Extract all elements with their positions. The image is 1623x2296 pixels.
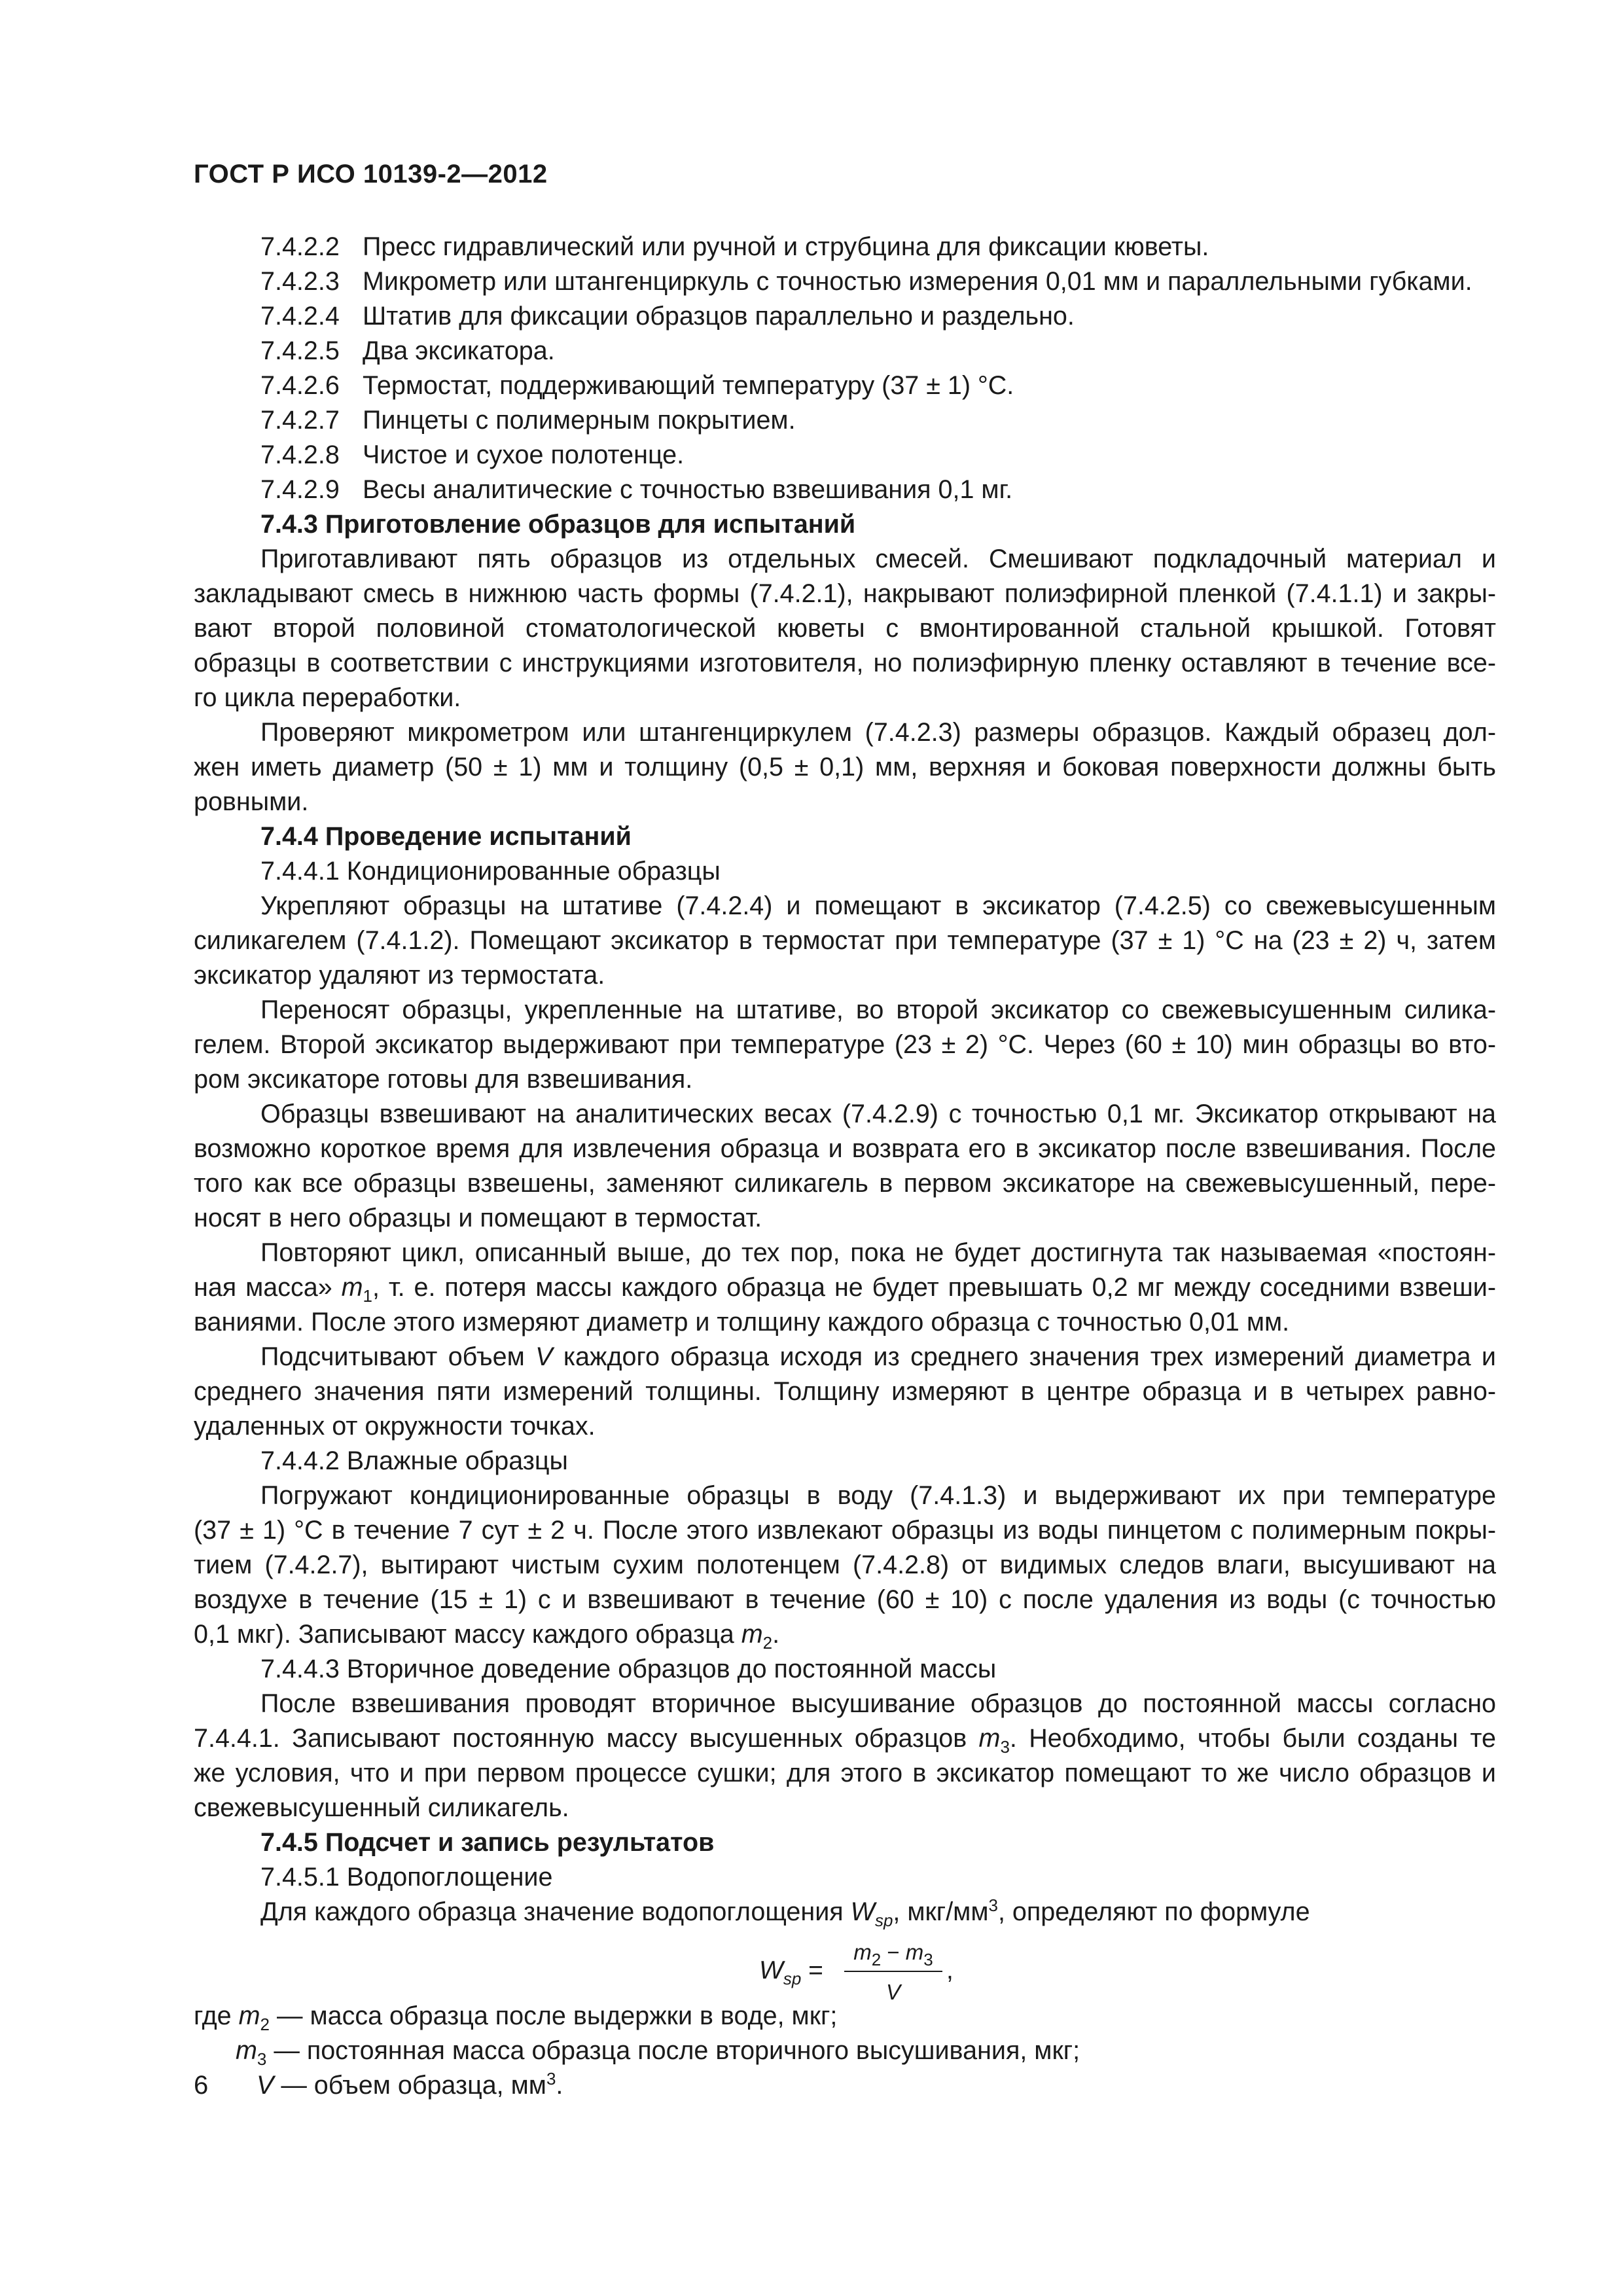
paragraph-line: Переносят образцы, укрепленные на штативе, во второй эксикатор со свежевысушенным силика- [260,996,1496,1024]
paragraph-line: Образцы взвешивают на аналитических весах (7.4.2.9) с точностью 0,1 мг. Эксикатор открывают на [260,1100,1496,1128]
formula-water-absorption: $W_{sp}$ = $\frac{m_2 - m_3}{V}$ , [194,1929,1496,1999]
paragraph-line: возможно короткое время для извлечения образца и возврата его в эксикатор после взвешивания. После [194,1134,1496,1163]
paragraph-line: Проверяют микрометром или штангенциркулем (7.4.2.3) размеры образцов. Каждый образец дол- [260,718,1496,747]
paragraph-line: того как все образцы взвешены, заменяют силикагель в первом эксикаторе на свежевысушенный, пере- [194,1169,1496,1198]
paragraph-line: Подсчитывают объем V каждого образца исходя из среднего значения трех измерений диаметра и [260,1342,1496,1371]
list-item: 7.4.2.9 Весы аналитические с точностью взвешивания 0,1 мг. [260,475,1013,504]
list-item: 7.4.2.2 Пресс гидравлический или ручной и струбцина для фиксации кюветы. [260,232,1209,261]
subsection-heading: 7.4.5.1 Водопоглощение [260,1863,553,1892]
paragraph-line: вают второй половиной стоматологической кюветы с вмонтированной стальной крышкой. Готовят [194,614,1496,643]
paragraph-line: воздухе в течение (15 ± 1) с и взвешивают в течение (60 ± 10) с после удаления из воды (с точностью [194,1585,1496,1614]
list-item: 7.4.2.7 Пинцеты с полимерным покрытием. [260,406,796,435]
subsection-heading: 7.4.4.3 Вторичное доведение образцов до постоянной массы [260,1655,997,1683]
paragraph-line: тием (7.4.2.7), вытирают чистым сухим полотенцем (7.4.2.8) от видимых следов влаги, высушивают на [194,1551,1496,1579]
paragraph-line: После взвешивания проводят вторичное высушивание образцов до постоянной массы согласно [260,1689,1496,1718]
symbol-V: V [535,1342,553,1371]
paragraph-line: ваниями. После этого измеряют диаметр и толщину каждого образца с точностью 0,01 мм. [194,1308,1290,1336]
paragraph-line: 7.4.4.1. Записывают постоянную массу высушенных образцов $m_3$. Необходимо, чтобы были созданы те [194,1724,1496,1756]
paragraph-line: ровными. [194,787,309,816]
paragraph-line: силикагелем (7.4.1.2). Помещают эксикатор в термостат при температуре (37 ± 1) °С на (23 ± 2) ч, затем [194,926,1496,955]
list-item: 7.4.2.3 Микрометр или штангенциркуль с точностью измерения 0,01 мм и параллельными губками. [260,267,1472,296]
symbol-m2: m [741,1620,763,1649]
paragraph-line: 0,1 мкг). Записывают массу каждого образца $m_2$. [194,1620,780,1652]
paragraph-line: го цикла переработки. [194,683,461,712]
list-item: 7.4.2.8 Чистое и сухое полотенце. [260,440,685,469]
formula-denominator: V [885,1980,901,2004]
paragraph-line: среднего значения пяти измерений толщины. Толщину измеряют в центре образца и в четырех равно- [194,1377,1496,1406]
formula-numerator: $m_2 - m_3$ [844,1935,942,1972]
where-line: где $m_2$ — масса образца после выдержки в воде, мкг; [194,2001,838,2034]
paragraph-line: же условия, что и при первом процессе сушки; для этого в эксикатор помещают то же число образцов и [194,1759,1496,1787]
paragraph-line: Для каждого образца значение водопоглощения $W_{sp}$, мкг/$мм^3$, определяют по формуле [260,1895,1310,1929]
paragraph-line: закладывают смесь в нижнюю часть формы (7.4.2.1), накрывают полиэфирной пленкой (7.4.1.1) и закры- [194,579,1496,608]
symbol-m1: m [341,1273,363,1302]
paragraph-line: Приготавливают пять образцов из отдельных смесей. Смешивают подкладочный материал и [260,545,1496,573]
subsection-heading: 7.4.4.1 Кондиционированные образцы [260,857,721,886]
paragraph-line: жен иметь диаметр (50 ± 1) мм и толщину (0,5 ± 0,1) мм, верхняя и боковая поверхности должны быть [194,753,1496,781]
section-heading-7-4-3: 7.4.3 Приготовление образцов для испытаний [260,510,856,539]
where-line: V — объем образца, $мм^3$. [257,2069,563,2100]
list-item: 7.4.2.4 Штатив для фиксации образцов параллельно и раздельно. [260,302,1075,331]
where-line: $m_3$ — постоянная масса образца после вторичного высушивания, мкг; [236,2036,1080,2068]
page-number: 6 [194,2071,209,2100]
section-heading-7-4-5: 7.4.5 Подсчет и запись результатов [260,1828,715,1857]
paragraph-line: эксикатор удаляют из термостата. [194,961,605,990]
paragraph-line: ная масса» $m_1$, т. е. потеря массы каждого образца не будет превышать 0,2 мг между соседними взвеши- [194,1273,1496,1305]
subsection-heading: 7.4.4.2 Влажные образцы [260,1446,568,1475]
paragraph-line: носят в него образцы и помещают в термостат. [194,1204,762,1232]
paragraph-line: свежевысушенный силикагель. [194,1793,569,1822]
document-header: ГОСТ Р ИСО 10139-2—2012 [194,160,548,188]
paragraph-line: (37 ± 1) °С в течение 7 сут ± 2 ч. После этого извлекают образцы из воды пинцетом с полимерным покры- [194,1516,1496,1545]
section-heading-7-4-4: 7.4.4 Проведение испытаний [260,822,632,851]
paragraph-line: ром эксикаторе готовы для взвешивания. [194,1065,693,1094]
page-content [194,230,1496,2103]
paragraph-line: образцы в соответствии с инструкциями изготовителя, но полиэфирную пленку оставляют в течение все- [194,649,1496,677]
paragraph-line: Повторяют цикл, описанный выше, до тех пор, пока не будет достигнута так называемая «постоян- [260,1238,1496,1267]
paragraph-line: Укрепляют образцы на штативе (7.4.2.4) и помещают в эксикатор (7.4.2.5) со свежевысушенным [260,891,1496,920]
paragraph-line: гелем. Второй эксикатор выдерживают при температуре (23 ± 2) °С. Через (60 ± 10) мин образцы во вто- [194,1030,1496,1059]
paragraph-line: Погружают кондиционированные образцы в воду (7.4.1.3) и выдерживают их при температуре [260,1481,1496,1510]
list-item: 7.4.2.5 Два эксикатора. [260,336,555,365]
paragraph-line: удаленных от окружности точках. [194,1412,596,1441]
list-item: 7.4.2.6 Термостат, поддерживающий температуру (37 ± 1) °С. [260,371,1014,400]
symbol-m3: m [978,1724,1001,1753]
